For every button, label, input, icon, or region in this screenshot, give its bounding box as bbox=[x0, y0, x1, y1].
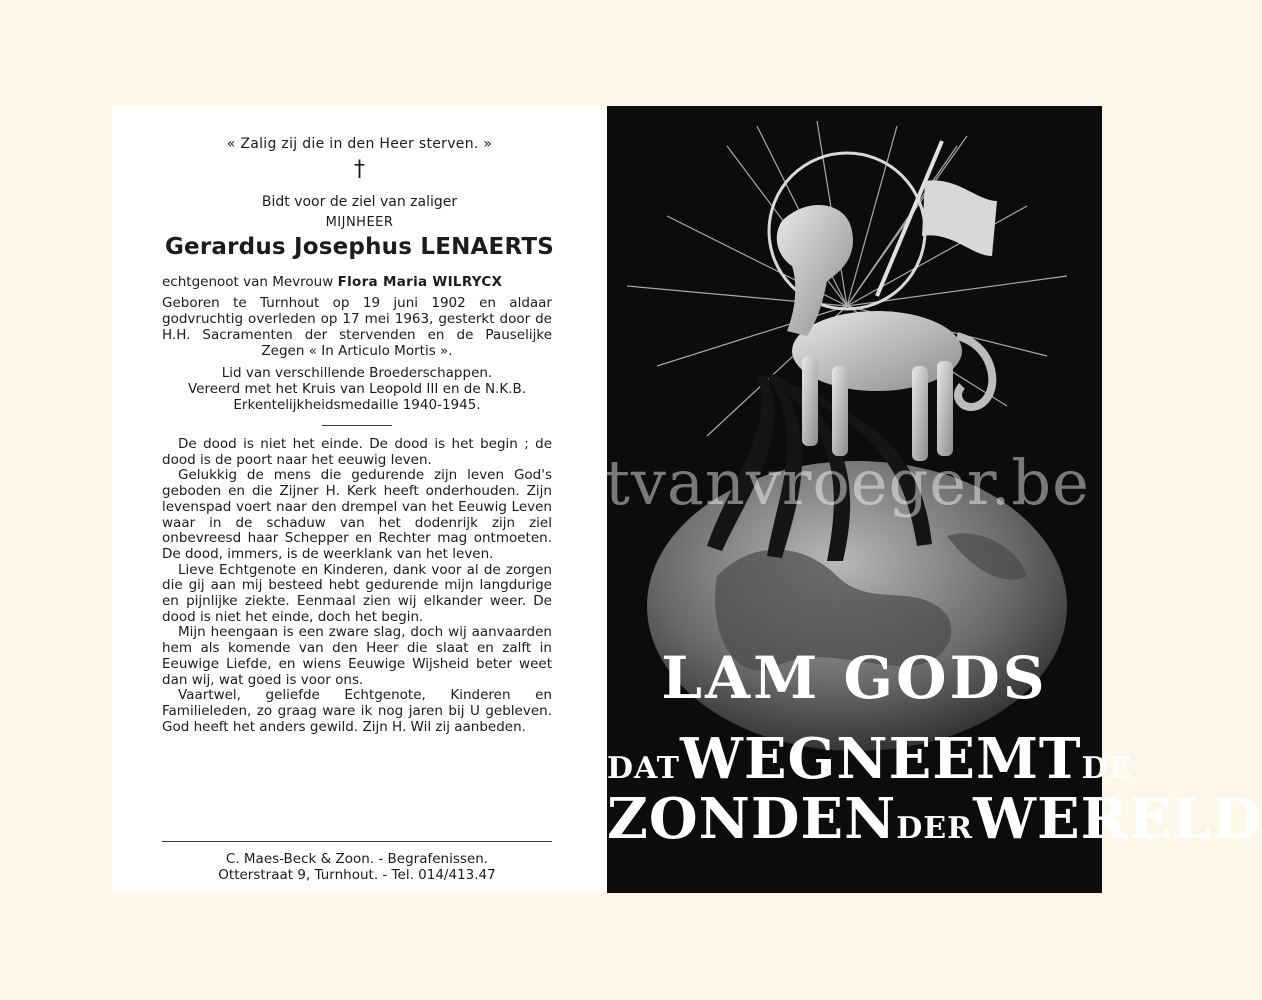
prayer-line: Bidt voor de ziel van zaliger bbox=[261, 194, 458, 210]
watermark: tvanvroeger.be bbox=[605, 446, 1090, 519]
headline-word: DE bbox=[1081, 751, 1133, 786]
banner-flag-icon bbox=[922, 180, 997, 256]
card-headline-line-1: LAM GODS bbox=[661, 644, 1048, 712]
deceased-name: Gerardus Josephus LENAERTS bbox=[164, 234, 555, 260]
headline-word: DER bbox=[896, 811, 974, 846]
headline-word: DAT bbox=[607, 751, 680, 786]
honors-line: Vereerd met het Kruis van Leopold III en de N.K.B. Erkentelijkheidsmedaille 1940-1945. bbox=[187, 381, 527, 413]
undertaker bbox=[152, 851, 562, 883]
bio-text: Geboren te Turnhout op 19 juni 1902 en aldaar godvruchtig overleden op 17 mei 1963, gesterkt door de H.H. Sacramenten der stervenden en de Pauselijke Zegen « In Articulo Mortis ». bbox=[162, 295, 552, 359]
spouse-line bbox=[162, 274, 552, 290]
paragraph: Lieve Echtgenote en Kinderen, dank voor al de zorgen die gij aan mij besteed hebt gedurende mijn langdurige en pijnlijke ziekte. Eenmaal zien wij elkander weer. De dood is niet het einde, doch het begin. bbox=[162, 561, 552, 625]
paragraph: Gelukkig de mens die gedurende zijn leven God's geboden en die Zijner H. Kerk heeft onderhouden. Zijn levenspad voert naar den drempel van het Eeuwig Leven waar in de schaduw van het dodenrijk zijn ziel onbevreesd haar Schepper en Rechter mag ontmoeten. De dood, immers, is de weerklank van het leven. bbox=[162, 467, 552, 562]
headline-word: ZONDEN bbox=[607, 786, 897, 852]
honorific: MIJNHEER bbox=[325, 215, 394, 230]
membership-line: Lid van verschillende Broederschappen. bbox=[221, 365, 493, 381]
divider bbox=[162, 841, 552, 842]
divider bbox=[322, 425, 392, 426]
card-headline-line-2 bbox=[607, 726, 1133, 792]
card-headline-line-3 bbox=[607, 786, 1262, 852]
paragraph: Vaartwel, geliefde Echtgenote, Kinderen en Familieleden, zo graag ware ik nog jaren bij U gebleven. God heeft het anders gewild. Zijn H. Wil zij aanbeden. bbox=[162, 687, 552, 735]
spouse-name: Flora Maria WILRYCX bbox=[337, 274, 503, 290]
motto: « Zalig zij die in den Heer sterven. » bbox=[226, 136, 493, 152]
biography bbox=[162, 295, 552, 359]
headline-word: WEGNEEMT bbox=[679, 726, 1082, 792]
meditation-text bbox=[162, 437, 552, 735]
undertaker-name: C. Maes-Beck & Zoon. - Begrafenissen. bbox=[225, 851, 489, 867]
undertaker-address: Otterstraat 9, Turnhout. - Tel. 014/413.47 bbox=[218, 867, 496, 883]
memorial-card-text bbox=[112, 106, 607, 893]
paragraph: De dood is niet het einde. De dood is het begin ; de dood is de poort naar het eeuwig leven. bbox=[162, 436, 552, 468]
spouse-prefix: echtgenoot van Mevrouw bbox=[162, 274, 334, 290]
cross-icon: † bbox=[354, 157, 365, 182]
memberships bbox=[152, 365, 562, 413]
headline-word: WERELD bbox=[973, 786, 1262, 852]
paragraph: Mijn heengaan is een zware slag, doch wij aanvaarden hem als komende van den Heer die slaat en zalft in Eeuwige Liefde, en wiens Eeuwige Wijsheid beter weet dan wij, wat goed is voor ons. bbox=[162, 624, 552, 688]
